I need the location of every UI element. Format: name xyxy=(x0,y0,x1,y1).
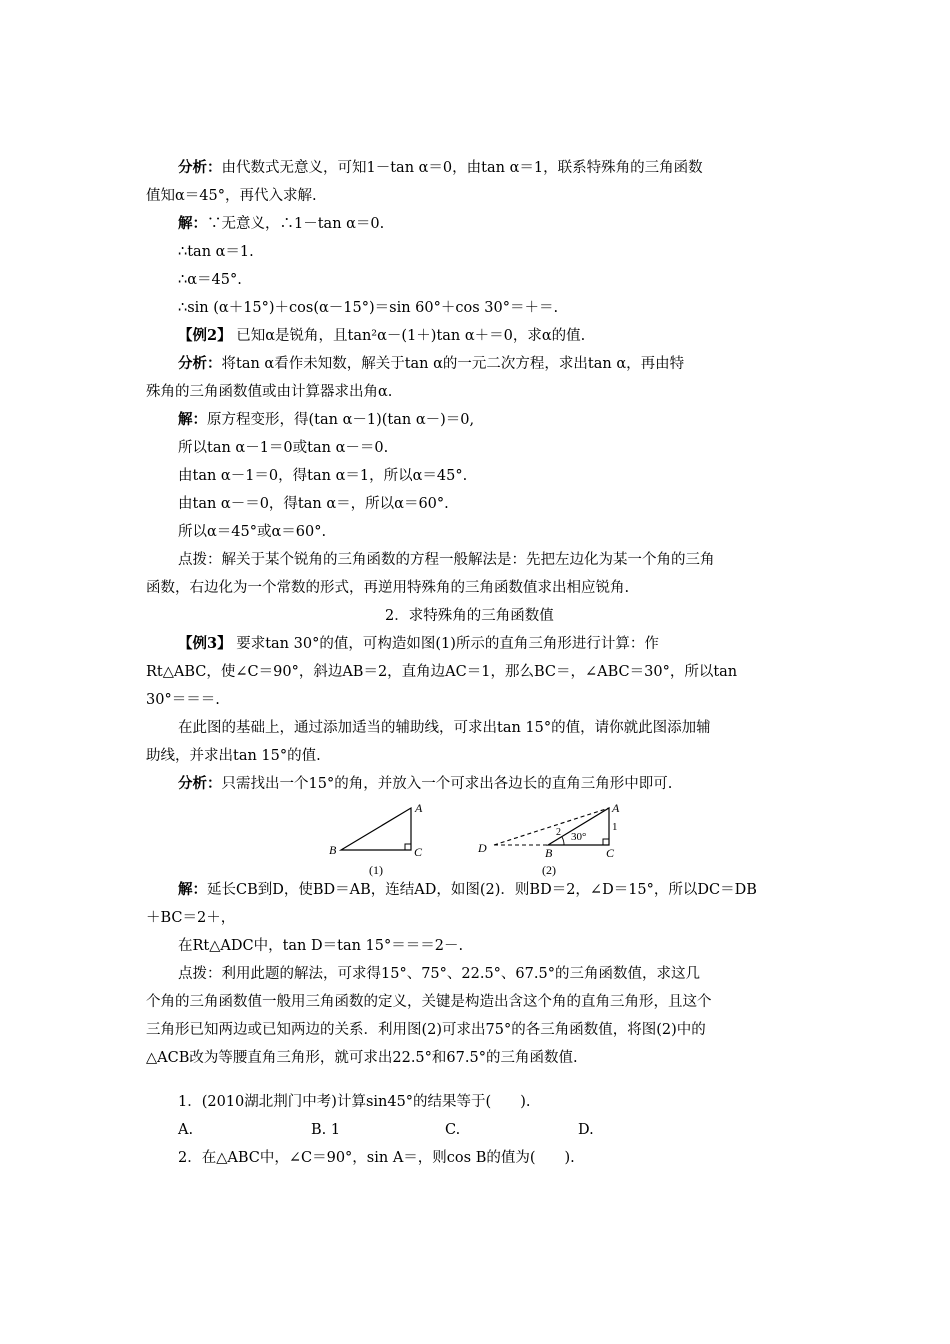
solution-3-line-2: ＋BC＝2＋， xyxy=(146,910,236,926)
fig2-label-d: D xyxy=(478,841,487,855)
example-3-line-5: 助线，并求出tan 15°的值. xyxy=(146,748,321,764)
solution-2-line-1: 解：原方程变形，得(tan α－1)(tan α－)＝0, xyxy=(178,411,475,428)
section-heading: 2．求特殊角的三角函数值 xyxy=(385,608,554,624)
fig1-label-b: B xyxy=(329,843,337,857)
analysis-2-line-1: 分析：将tan α看作未知数，解关于tan α的一元二次方程，求出tan α，再由特 xyxy=(178,355,685,372)
tip-3-line-2: 个角的三角函数值一般用三角函数的定义，关键是构造出含这个角的直角三角形，且这个 xyxy=(146,994,712,1010)
tip-2-line-1: 点拨：解关于某个锐角的三角函数的方程一般解法是：先把左边化为某一个角的三角 xyxy=(178,552,715,568)
analysis-line-2: 值知α＝45°，再代入求解. xyxy=(146,188,317,204)
fig1-label-a: A xyxy=(415,801,423,815)
solution-2-line-3: 由tan α－1＝0，得tan α＝1，所以α＝45°. xyxy=(178,468,468,484)
figure-1-triangle xyxy=(325,798,435,880)
fig2-caption: (2) xyxy=(542,863,556,877)
fig2-label-a: A xyxy=(612,801,620,815)
solution-line-4: ∴sin (α＋15°)＋cos(α－15°)＝sin 60°＋cos 30°＝＋＝. xyxy=(178,300,559,316)
solution-line-3: ∴α＝45°. xyxy=(178,272,242,288)
fig2-label-b: B xyxy=(545,846,553,860)
figure-2-triangle xyxy=(474,798,624,880)
analysis-line-1: 分析：由代数式无意义，可知1－tan α＝0，由tan α＝1，联系特殊角的三角函数 xyxy=(178,159,703,176)
fig2-side-1: 1 xyxy=(612,821,618,833)
question-1-option-a: A. xyxy=(178,1122,194,1138)
question-1-option-c: C. xyxy=(445,1122,461,1138)
fig2-angle-30: 30° xyxy=(571,831,587,843)
tip-2-line-2: 函数，右边化为一个常数的形式，再逆用特殊角的三角函数值求出相应锐角. xyxy=(146,580,630,596)
fig2-angle-2: 2 xyxy=(556,827,561,838)
example-3-line-2: Rt△ABC，使∠C＝90°，斜边AB＝2，直角边AC＝1，那么BC＝，∠ABC＝30°，所以tan xyxy=(146,664,738,680)
analysis-2-line-2: 殊角的三角函数值或由计算器求出角α. xyxy=(146,384,393,400)
example-3-line-1: 【例3】 要求tan 30°的值，可构造如图(1)所示的直角三角形进行计算：作 xyxy=(178,635,659,652)
solution-line-2: ∴tan α＝1. xyxy=(178,244,254,260)
fig2-label-c: C xyxy=(606,846,615,860)
solution-2-line-2: 所以tan α－1＝0或tan α－＝0. xyxy=(178,440,389,456)
tip-3-line-4: △ACB改为等腰直角三角形，就可求出22.5°和67.5°的三角函数值. xyxy=(146,1050,578,1066)
solution-3-line-3: 在Rt△ADC中，tan D＝tan 15°＝＝＝2－. xyxy=(178,938,464,954)
solution-3-line-1: 解：延长CB到D，使BD＝AB，连结AD，如图(2)．则BD＝2，∠D＝15°，所以DC＝DB xyxy=(178,881,757,898)
example-2-heading: 【例2】 已知α是锐角，且tan²α－(1＋)tan α＋＝0，求α的值. xyxy=(178,327,586,344)
question-1-option-d: D. xyxy=(578,1122,594,1138)
question-1-option-b: B. 1 xyxy=(311,1122,341,1138)
example-3-line-3: 30°＝＝＝. xyxy=(146,692,220,708)
question-2: 2．在△ABC中，∠C＝90°，sin A＝，则cos B的值为( ). xyxy=(178,1150,575,1166)
solution-2-line-5: 所以α＝45°或α＝60°. xyxy=(178,524,327,540)
example-3-line-4: 在此图的基础上，通过添加适当的辅助线，可求出tan 15°的值，请你就此图添加辅 xyxy=(178,720,711,736)
tip-3-line-3: 三角形已知两边或已知两边的关系．利用图(2)可求出75°的各三角函数值，将图(2)中的 xyxy=(146,1022,706,1038)
tip-3-line-1: 点拨：利用此题的解法，可求得15°、75°、22.5°、67.5°的三角函数值，求这几 xyxy=(178,966,700,982)
question-1: 1．(2010湖北荆门中考)计算sin45°的结果等于( ). xyxy=(178,1094,531,1110)
solution-line-1: 解：∵无意义，∴1－tan α＝0. xyxy=(178,215,385,232)
solution-2-line-4: 由tan α－＝0，得tan α＝，所以α＝60°. xyxy=(178,496,449,512)
fig1-caption: (1) xyxy=(369,863,383,877)
fig1-label-c: C xyxy=(414,845,423,859)
analysis-3-line: 分析：只需找出一个15°的角，并放入一个可求出各边长的直角三角形中即可. xyxy=(178,775,673,792)
